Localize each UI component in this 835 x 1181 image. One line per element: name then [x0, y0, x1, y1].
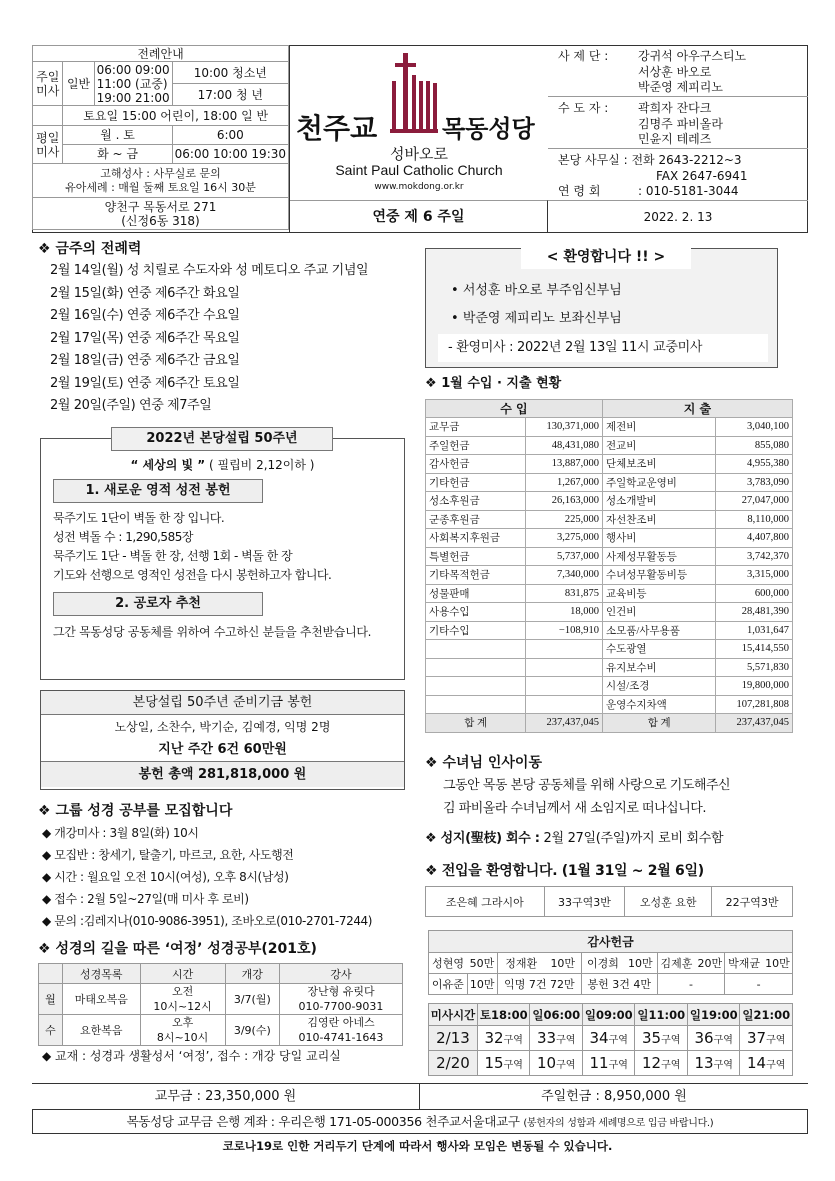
income-item: 주일헌금: [426, 436, 526, 455]
column-header: [39, 964, 63, 984]
group-item-text: 시간 : 월요일 오전 10시(여성), 오후 8시(남성): [54, 870, 289, 884]
book-cell: 요한복음: [63, 1015, 141, 1046]
liturgy-item: 2월 20일(주일) 연중 제7주일: [50, 398, 212, 413]
district-unit: 구역: [713, 1035, 733, 1046]
expense-item: 수녀성무활동비등: [602, 566, 715, 585]
thanks-cell: 정재환: [497, 953, 544, 974]
thanks-cell: 성현영: [429, 953, 468, 974]
finance-title: 1월 수입 · 지출 현황: [441, 376, 562, 391]
income-amount: 13,887,000: [526, 455, 603, 474]
duty-district: [477, 1026, 530, 1051]
expense-amount: 3,040,100: [716, 418, 793, 437]
income-item: 기타목적헌금: [426, 566, 526, 585]
expense-amount: 27,047,000: [716, 492, 793, 511]
mass-time-header: 일11:00: [635, 1004, 688, 1026]
expense-item: 제전비: [602, 418, 715, 437]
thanks-cell: 10만: [545, 953, 582, 974]
welcome-title: < 환영합니다 !! >: [521, 247, 691, 269]
lecturer-cell: [279, 984, 402, 1015]
empty-cell: [426, 658, 526, 677]
sister: 김명주 파비올라: [638, 116, 723, 131]
time: 10시~12시: [153, 1000, 212, 1013]
start-cell: 3/9(수): [225, 1015, 279, 1046]
fund-donors: 노상일, 소찬수, 박기순, 김예경, 익명 2명: [114, 720, 331, 734]
empty-cell: [526, 677, 603, 696]
column-header: 개강: [225, 964, 279, 984]
address: 양천구 목동서로 271: [104, 199, 217, 214]
duty-district: [477, 1051, 530, 1076]
priest: 강귀석 아우구스티노: [638, 49, 747, 63]
district-number: 10: [537, 1054, 557, 1072]
anniversary-line: 성전 벽돌 수 : 1,290,585장: [53, 530, 193, 544]
day-cell: 수: [39, 1015, 63, 1046]
lecturer-cell: [279, 1015, 402, 1046]
table-header: [39, 964, 403, 984]
lecturer: 김영란 아네스: [307, 1016, 375, 1029]
district-number: 13: [694, 1054, 714, 1072]
thanks-cell: 김제훈: [657, 953, 695, 974]
thanks-cell: 이경희: [581, 953, 624, 974]
english-name: Saint Paul Catholic Church: [335, 162, 503, 178]
income-amount: 3,275,000: [526, 529, 603, 548]
expense-item: 사제성무활동등: [602, 547, 715, 566]
column-header: 시간: [140, 964, 225, 984]
mass-time-header: 일21:00: [740, 1004, 793, 1026]
group-item-text: 문의 :김레지나(010-9086-3951), 조바오로(010-2701-7244): [54, 914, 373, 928]
sister-text: 김 파비올라 수녀님께서 새 소임지로 떠나십니다.: [443, 801, 706, 816]
group-item: ◆ 접수 : 2월 5일~27일(매 미사 후 로비): [42, 892, 249, 906]
thanks-cell: 봉헌 3건 4만: [581, 974, 657, 995]
total-row: [426, 714, 793, 733]
district-number: 36: [694, 1029, 714, 1047]
income-amount: 1,267,000: [526, 473, 603, 492]
mass-time-header: 일06:00: [530, 1004, 583, 1026]
liturgy-calendar: [38, 238, 408, 418]
income-total: 237,437,045: [526, 714, 603, 733]
finance-section: ❖ 1월 수입 · 지출 현황 수 입 지 출 교무금 130,371,000 제전비 3,040,100 주일헌금 48,431,080 전교비 855,080 감사헌금 13,887,000 단체보조비 4,955,380 기타헌금 1,267,000 주일학교운영비 3,783,090 성소후원금 26,163,000 성소개발비 27,047,000 군종후원금 225,000 자선찬조비 8,110,000 사회복지후원금 3,275,000 행사비 4,407,800 특별헌금 5,737,000 사제성무활동등 3,742,370 기타목적헌금 7,340,000 수녀성무활동비등 3,315,000 성물판매 831,875 교육비등 600,000 사용수입 18,000 인건비 28,481,390 기타수입 −108,910 소모품/사무용품 1,031,647 수도광열 15,414,550 유지보수비 5,571,830 시설/조경 19,800,000 운영수지차액 107,281,808 합 계 237,437,045 합 계 237,437,045: [425, 373, 795, 733]
priest: 서상훈 바오로: [638, 64, 712, 79]
district-number: 33: [537, 1029, 557, 1047]
sisters-label: 수 도 자 :: [558, 101, 609, 115]
expense-total: 237,437,045: [716, 714, 793, 733]
palm-title: 성지(聖枝) 회수 :: [440, 831, 540, 846]
expense-amount: 600,000: [716, 584, 793, 603]
subsection-title: 1. 새로운 영적 성전 봉헌: [53, 479, 263, 503]
district-unit: 구역: [503, 1035, 523, 1046]
district-unit: 구역: [608, 1060, 628, 1071]
income-item: 기타수입: [426, 621, 526, 640]
schedule-title: 전례안내: [33, 46, 289, 62]
income-amount: 7,340,000: [526, 566, 603, 585]
district-unit: 구역: [608, 1035, 628, 1046]
empty-cell: [526, 695, 603, 714]
income-item: 감사헌금: [426, 455, 526, 474]
young-adult-mass: 17:00 청 년: [172, 84, 288, 106]
expense-amount: 3,742,370: [716, 547, 793, 566]
district-number: 34: [589, 1029, 609, 1047]
logo-text-right: 목동성당: [442, 115, 535, 143]
logo-text-left: 천주교: [296, 112, 378, 145]
time: 06:00 09:00: [96, 62, 170, 77]
expense-amount: 3,783,090: [716, 473, 793, 492]
staff-info: [548, 45, 808, 233]
thanks-offering-table: [428, 930, 793, 995]
expense-amount: 28,481,390: [716, 603, 793, 622]
duty-district: [530, 1026, 583, 1051]
table-row: [426, 566, 793, 585]
subsection-title: 2. 공로자 추천: [53, 592, 263, 616]
duty-district: [687, 1051, 740, 1076]
liturgy-item: 2월 17일(목) 연중 제6주간 목요일: [50, 330, 240, 346]
expense-amount: 19,800,000: [716, 677, 793, 696]
confession-info: 고해성사 : 사무실로 문의: [100, 166, 221, 180]
table-row: [426, 695, 793, 714]
duty-district: [740, 1051, 793, 1076]
infant-baptism-info: 유아세례 : 매월 둘째 토요일 16시 30분: [65, 180, 256, 194]
newcomer-district: 22구역3반: [712, 887, 793, 917]
expense-item: 인건비: [602, 603, 715, 622]
district-unit: 구역: [556, 1035, 576, 1046]
thanks-cell: 박재균: [725, 953, 763, 974]
bank-account: [32, 1110, 808, 1134]
thanks-cell: 10만: [467, 974, 497, 995]
table-row: [426, 510, 793, 529]
church-logo: [290, 45, 548, 200]
tue-fri-times: 06:00 10:00 19:30: [172, 145, 288, 164]
total-label: 합 계: [426, 714, 526, 733]
table-row: [426, 455, 793, 474]
table-row: [39, 1015, 403, 1046]
group-item: ◆ 모집반 : 창세기, 탈출기, 마르코, 요한, 사도행전: [42, 848, 294, 862]
income-item: 기타헌금: [426, 473, 526, 492]
empty-cell: [426, 677, 526, 696]
expense-header: 지 출: [602, 400, 792, 418]
district-unit: 구역: [661, 1035, 681, 1046]
association-label: 연 령 회: [558, 184, 601, 198]
duty-district: [740, 1026, 793, 1051]
table-row: [429, 1051, 793, 1076]
address-old: (신정6동 318): [121, 213, 200, 228]
thanks-cell: -: [725, 974, 793, 995]
expense-amount: 15,414,550: [716, 640, 793, 659]
duty-district: [582, 1026, 635, 1051]
district-number: 32: [484, 1029, 504, 1047]
expense-item: 유지보수비: [602, 658, 715, 677]
duty-district: [635, 1026, 688, 1051]
expense-item: 주일학교운영비: [602, 473, 715, 492]
time: 11:00 (교중): [96, 76, 168, 91]
table-header: [426, 400, 793, 418]
table-row: [426, 418, 793, 437]
income-amount: 5,737,000: [526, 547, 603, 566]
total-label: 합 계: [602, 714, 715, 733]
income-item: 성소후원금: [426, 492, 526, 511]
welcome-item: 박준영 제피리노 보좌신부님: [462, 311, 622, 326]
district-unit: 구역: [556, 1060, 576, 1071]
sister-title: 수녀님 인사이동: [442, 755, 542, 771]
income-amount: 130,371,000: [526, 418, 603, 437]
expense-item: 교육비등: [602, 584, 715, 603]
lecturer-phone: 010-7700-9031: [298, 1000, 384, 1013]
liturgical-sunday: 연중 제 6 주일: [290, 200, 548, 233]
website-url: www.mokdong.or.kr: [374, 182, 464, 192]
district-number: 11: [589, 1054, 609, 1072]
time-cell: [140, 1015, 225, 1046]
table-row: [426, 436, 793, 455]
nomination-text: 그간 목동성당 공동체를 위하여 수고하신 분들을 추천받습니다.: [53, 625, 372, 639]
duty-district: [635, 1051, 688, 1076]
income-item: 특별헌금: [426, 547, 526, 566]
time: 19:00 21:00: [96, 90, 170, 105]
youth-mass: 10:00 청소년: [172, 62, 288, 84]
priest: 박준영 제피리노: [638, 80, 723, 94]
district-unit: 구역: [766, 1035, 786, 1046]
lecturer: 장난형 유릿다: [307, 985, 375, 998]
group-title: 그룹 성경 공부를 모집합니다: [55, 803, 233, 819]
table-row: [429, 974, 793, 995]
district-unit: 구역: [503, 1060, 523, 1071]
cross-church-logo-icon: [390, 53, 438, 133]
mass-time-header: 토18:00: [477, 1004, 530, 1026]
table-row: [426, 529, 793, 548]
association-phone: : 010-5181-3044: [638, 184, 739, 198]
patron-name: 성바오로: [390, 145, 448, 163]
sunday-mass-label: 주일 미사: [33, 62, 63, 106]
income-item: 군종후원금: [426, 510, 526, 529]
bulletin-date: 2022. 2. 13: [548, 200, 808, 233]
time: 오전: [171, 985, 194, 998]
income-amount: 831,875: [526, 584, 603, 603]
group-item-text: 접수 : 2월 5일~27일(매 미사 후 로비): [54, 892, 249, 906]
expense-item: 소모품/사무용품: [602, 621, 715, 640]
liturgy-item: 2월 14일(월) 성 치릴로 수도자와 성 메토디오 주교 기념일: [50, 263, 369, 278]
section-heading: ❖ 금주의 전례력: [38, 241, 142, 257]
sister: 민윤지 테레즈: [638, 132, 712, 146]
totals-row: [32, 1083, 808, 1110]
anniversary-line: 기도와 선행으로 영적인 성전을 다시 봉헌하고자 합니다.: [53, 568, 332, 582]
duty-district: [582, 1051, 635, 1076]
district-number: 15: [484, 1054, 504, 1072]
income-amount: −108,910: [526, 621, 603, 640]
sister-text: 그동안 목동 본당 공동체를 위해 사랑으로 기도해주신: [443, 778, 731, 793]
day-cell: 월: [39, 984, 63, 1015]
expense-item: 성소개발비: [602, 492, 715, 511]
expense-amount: 107,281,808: [716, 695, 793, 714]
lecturer-phone: 010-4741-1643: [298, 1031, 384, 1044]
income-amount: 48,431,080: [526, 436, 603, 455]
newcomers-title: 전입을 환영합니다. (1월 31일 ~ 2월 6일): [441, 863, 704, 879]
time-cell: [140, 984, 225, 1015]
thanks-cell: 10만: [624, 953, 657, 974]
bank-note: (봉헌자의 성함과 세례명으로 입금 바랍니다.): [523, 1118, 714, 1129]
income-item: 사용수입: [426, 603, 526, 622]
thanks-cell: 익명 7건 72만: [497, 974, 581, 995]
expense-item: 단체보조비: [602, 455, 715, 474]
office-label: 본당 사무실 :: [558, 153, 628, 167]
mass-time-header: 일19:00: [687, 1004, 740, 1026]
mass-time-header: 미사시간: [429, 1004, 478, 1026]
district-unit: 구역: [766, 1060, 786, 1071]
income-item: 사회복지후원금: [426, 529, 526, 548]
duty-district: [530, 1051, 583, 1076]
income-item: 성물판매: [426, 584, 526, 603]
expense-amount: 4,407,800: [716, 529, 793, 548]
duty-district: [687, 1026, 740, 1051]
fund-total: 봉헌 총액 281,818,000 원: [41, 761, 404, 787]
expense-item: 시설/조경: [602, 677, 715, 696]
district-number: 14: [747, 1054, 767, 1072]
expense-item: 운영수지차액: [602, 695, 715, 714]
liturgy-item: 2월 15일(화) 연중 제6주간 화요일: [50, 285, 240, 301]
time: 8시~10시: [156, 1031, 209, 1044]
dues-total: 교무금 : 23,350,000 원: [32, 1084, 420, 1109]
mass-duty-table: [428, 1003, 793, 1076]
liturgy-item: 2월 18일(금) 연중 제6주간 금요일: [50, 353, 240, 368]
newcomer-name: 오성훈 요한: [625, 887, 712, 917]
anniversary-title: 2022년 본당설립 50주년: [111, 427, 333, 451]
sister-transfer: ❖ 수녀님 인사이동 그동안 목동 본당 공동체를 위해 사랑으로 기도해주신 김 파비올라 수녀님께서 새 소임지로 떠나십니다. ❖ 성지(聖枝) 회수 : 2월 27일(주일)까지 로비 회수함 ❖ 전입을 환영합니다. (1월 31일 ~ 2월 6일) 조은혜 그라시아 33구역3반 오성훈 요한 22구역3반: [425, 752, 800, 917]
expense-amount: 3,315,000: [716, 566, 793, 585]
table-row: [426, 547, 793, 566]
expense-amount: 5,571,830: [716, 658, 793, 677]
expense-item: 자선찬조비: [602, 510, 715, 529]
expense-item: 수도광열: [602, 640, 715, 659]
start-cell: 3/7(월): [225, 984, 279, 1015]
duty-date: 2/20: [429, 1051, 478, 1076]
theme-reference: ( 필립비 2,12이하 ): [209, 458, 315, 472]
table-row: [429, 1026, 793, 1051]
income-header: 수 입: [426, 400, 603, 418]
liturgy-item: 2월 19일(토) 연중 제6주간 토요일: [50, 375, 240, 391]
duty-date: 2/13: [429, 1026, 478, 1051]
table-row: [426, 473, 793, 492]
welcome-mass: - 환영미사 : 2022년 2월 13일 11시 교중미사: [438, 334, 768, 362]
table-row: [426, 621, 793, 640]
table-row: [426, 887, 793, 917]
journey-title: 성경의 길을 따른 ‘여정’ 성경공부(201호): [55, 941, 317, 957]
table-row: [426, 584, 793, 603]
district-unit: 구역: [713, 1060, 733, 1071]
mon-sat-time: 6:00: [172, 126, 288, 145]
table-row: [426, 492, 793, 511]
welcome-item: 서성훈 바오로 부주임신부님: [462, 283, 622, 298]
group-item: ◆ 문의 :김레지나(010-9086-3951), 조바오로(010-2701-7244): [42, 914, 373, 928]
expense-amount: 1,031,647: [716, 621, 793, 640]
welcome-box: < 환영합니다 !! > • 서성훈 바오로 부주임신부님 • 박준영 제피리노 보좌신부님 - 환영미사 : 2022년 2월 13일 11시 교중미사: [425, 248, 778, 368]
thanks-cell: 50만: [467, 953, 497, 974]
district-unit: 구역: [661, 1060, 681, 1071]
income-amount: 26,163,000: [526, 492, 603, 511]
column-header: 강사: [279, 964, 402, 984]
expense-amount: 855,080: [716, 436, 793, 455]
table-row: [426, 603, 793, 622]
sunday-offering-total: 주일헌금 : 8,950,000 원: [541, 1089, 687, 1104]
table-row: [426, 640, 793, 659]
table-header: [429, 931, 793, 953]
fund-box: [40, 690, 405, 790]
district-number: 12: [642, 1054, 662, 1072]
table-row: [426, 677, 793, 696]
mass-schedule: [32, 45, 290, 233]
sister: 곽희자 잔다크: [638, 101, 712, 115]
thanks-title: 감사헌금: [429, 931, 793, 953]
office-fax: FAX 2647-6941: [656, 168, 748, 183]
anniversary-line: 묵주기도 1단이 벽돌 한 장 입니다.: [53, 511, 225, 525]
fund-title: 본당설립 50주년 준비기금 봉헌: [41, 691, 404, 715]
income-amount: 225,000: [526, 510, 603, 529]
time: 오후: [171, 1016, 194, 1029]
tue-fri: 화 ~ 금: [63, 145, 172, 164]
table-header: [429, 1004, 793, 1026]
expense-amount: 8,110,000: [716, 510, 793, 529]
mass-time-header: 일09:00: [582, 1004, 635, 1026]
empty-cell: [526, 658, 603, 677]
income-amount: 18,000: [526, 603, 603, 622]
table-row: [39, 984, 403, 1015]
district-number: 37: [747, 1029, 767, 1047]
thanks-cell: 이유준: [429, 974, 468, 995]
palm-text: 2월 27일(주일)까지 로비 회수함: [543, 831, 724, 846]
book-cell: 마태오복음: [63, 984, 141, 1015]
liturgy-item: 2월 16일(수) 연중 제6주간 수요일: [50, 308, 240, 323]
empty-cell: [426, 640, 526, 659]
anniversary-line: 묵주기도 1단 - 벽돌 한 장, 선행 1회 - 벽돌 한 장: [53, 549, 293, 563]
journey-note: 교재 : 성경과 생활성서 ‘여정’, 접수 : 개강 당일 교리실: [55, 1049, 341, 1063]
journey-study: ❖ 성경의 길을 따른 ‘여정’ 성경공부(201호) 성경목록 시간 개강 강사 월 마태오복음 오전 10시~12시 3/7(월) 장난형 유릿다 010-7700-9031 수 요한복음 오후 8시~10시 3/9(수) 김영란 아네스 010-4741-1643 ◆ 교재 : 성경과 생활성서 ‘여정’, 접수 : 개강 당일 교리실: [38, 938, 408, 1067]
anniversary-box: [40, 431, 405, 680]
saturday-mass: 토요일 15:00 어린이, 18:00 일 반: [63, 106, 289, 126]
group-item: ◆ 개강미사 : 3월 8일(화) 10시: [42, 826, 199, 840]
bank-text: 목동성당 교무금 은행 계좌 : 우리은행 171-05-000356 천주교서울대교구: [126, 1114, 520, 1129]
expense-item: 전교비: [602, 436, 715, 455]
priests-label: 사 제 단 :: [558, 49, 609, 63]
office-phone: 전화 2643-2212~3: [631, 153, 742, 167]
group-item: ◆ 시간 : 월요일 오전 10시(여성), 오후 8시(남성): [42, 870, 289, 884]
expense-amount: 4,955,380: [716, 455, 793, 474]
newcomer-district: 33구역3반: [544, 887, 625, 917]
income-item: 교무금: [426, 418, 526, 437]
weekday-mass-label: 평일 미사: [33, 126, 63, 164]
newcomer-name: 조은혜 그라시아: [426, 887, 545, 917]
fund-last-week: 지난 주간 6건 60만원: [158, 742, 287, 757]
district-number: 35: [642, 1029, 662, 1047]
theme: “ 세상의 빛 ”: [130, 458, 206, 472]
thanks-cell: -: [657, 974, 725, 995]
thanks-cell: 10만: [763, 953, 793, 974]
column-header: 성경목록: [63, 964, 141, 984]
group-study: ❖ 그룹 성경 공부를 모집합니다 ◆ 개강미사 : 3월 8일(화) 10시 ◆ 모집반 : 창세기, 탈출기, 마르코, 요한, 사도행전 ◆ 시간 : 월요일 오전 10시(여성), 오후 8시(남성) ◆ 접수 : 2월 5일~27일(매 미사 후 로비) ◆ 문의 :김레지나(010-9086-3951), 조바오로(010-2701-7244): [38, 800, 408, 932]
table-row: [426, 658, 793, 677]
liturgy-title: 금주의 전례력: [55, 241, 142, 257]
thanks-cell: 20만: [695, 953, 725, 974]
group-item-text: 개강미사 : 3월 8일(화) 10시: [54, 826, 199, 840]
empty-cell: [426, 695, 526, 714]
covid-notice: 코로나19로 인한 거리두기 단계에 따라서 행사와 모임은 변동될 수 있습니다.: [222, 1139, 613, 1153]
group-item-text: 모집반 : 창세기, 탈출기, 마르코, 요한, 사도행전: [54, 848, 294, 862]
expense-item: 행사비: [602, 529, 715, 548]
empty-cell: [526, 640, 603, 659]
mon-sat: 월 . 토: [63, 126, 172, 145]
general-label: 일반: [63, 62, 94, 106]
table-row: [429, 953, 793, 974]
